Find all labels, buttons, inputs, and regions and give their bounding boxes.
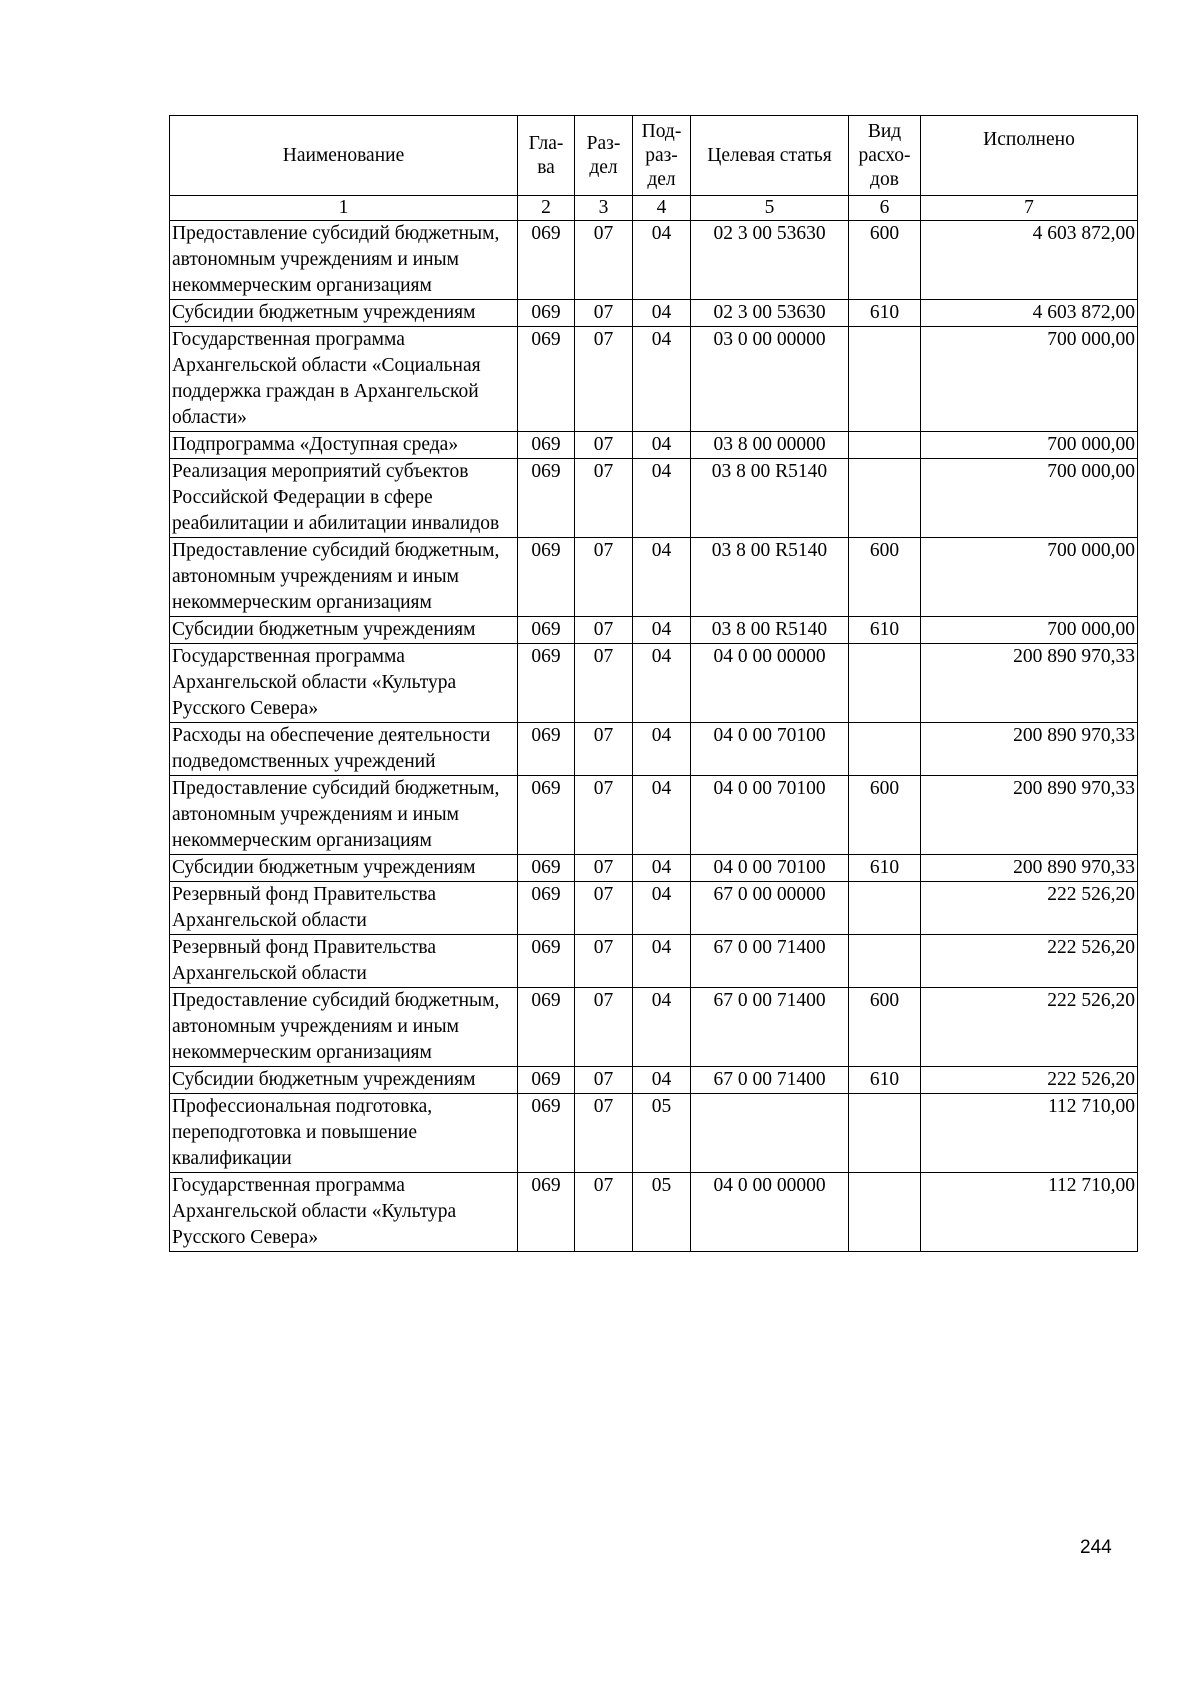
row-expense-type-cell — [849, 1173, 921, 1252]
row-razdel-cell: 07 — [575, 723, 633, 776]
row-target-article-cell: 04 0 00 00000 — [691, 1173, 849, 1252]
column-number: 5 — [691, 196, 849, 221]
row-expense-type-cell: 600 — [849, 988, 921, 1067]
row-razdel-cell: 07 — [575, 882, 633, 935]
table-row — [170, 1067, 1138, 1094]
row-podrazdel-cell: 05 — [633, 1173, 691, 1252]
row-glava-cell: 069 — [518, 432, 575, 459]
column-number: 2 — [518, 196, 575, 221]
row-amount-cell: 700 000,00 — [921, 617, 1138, 644]
row-target-article-cell: 04 0 00 70100 — [691, 723, 849, 776]
row-razdel-cell: 07 — [575, 459, 633, 538]
row-target-article-cell: 03 8 00 R5140 — [691, 538, 849, 617]
row-amount-cell: 200 890 970,33 — [921, 855, 1138, 882]
row-amount-cell: 4 603 872,00 — [921, 221, 1138, 300]
row-name-cell: Подпрограмма «Доступная среда» — [170, 432, 518, 459]
budget-execution-table — [169, 115, 1138, 1252]
row-glava-cell: 069 — [518, 776, 575, 855]
row-razdel-cell: 07 — [575, 935, 633, 988]
row-expense-type-cell: 600 — [849, 776, 921, 855]
row-glava-cell: 069 — [518, 459, 575, 538]
row-amount-cell: 700 000,00 — [921, 459, 1138, 538]
row-target-article-cell: 04 0 00 00000 — [691, 644, 849, 723]
row-podrazdel-cell: 04 — [633, 644, 691, 723]
row-amount-cell: 222 526,20 — [921, 882, 1138, 935]
row-podrazdel-cell: 04 — [633, 432, 691, 459]
row-glava-cell: 069 — [518, 300, 575, 327]
table-row — [170, 776, 1138, 855]
row-razdel-cell: 07 — [575, 988, 633, 1067]
row-target-article-cell — [691, 1094, 849, 1173]
header-name: Наименование — [170, 116, 518, 196]
table-row — [170, 327, 1138, 432]
row-glava-cell: 069 — [518, 1173, 575, 1252]
row-name-cell: Расходы на обеспечение деятельности подведомственных учреждений — [170, 723, 518, 776]
table-row — [170, 221, 1138, 300]
row-glava-cell: 069 — [518, 644, 575, 723]
row-amount-cell: 200 890 970,33 — [921, 723, 1138, 776]
row-glava-cell: 069 — [518, 1067, 575, 1094]
header-row — [170, 116, 1138, 196]
row-expense-type-cell: 610 — [849, 300, 921, 327]
row-podrazdel-cell: 04 — [633, 935, 691, 988]
header-expense-type: Вид расхо- дов — [849, 116, 921, 196]
header-podrazdel: Под- раз- дел — [633, 116, 691, 196]
row-razdel-cell: 07 — [575, 617, 633, 644]
row-glava-cell: 069 — [518, 221, 575, 300]
row-target-article-cell: 02 3 00 53630 — [691, 221, 849, 300]
table-row — [170, 538, 1138, 617]
row-target-article-cell: 67 0 00 00000 — [691, 882, 849, 935]
row-podrazdel-cell: 04 — [633, 988, 691, 1067]
row-podrazdel-cell: 04 — [633, 300, 691, 327]
row-podrazdel-cell: 04 — [633, 459, 691, 538]
column-number: 4 — [633, 196, 691, 221]
row-glava-cell: 069 — [518, 327, 575, 432]
row-podrazdel-cell: 04 — [633, 855, 691, 882]
row-name-cell: Предоставление субсидий бюджетным, автономным учреждениям и иным некоммерческим организациям — [170, 988, 518, 1067]
row-amount-cell: 700 000,00 — [921, 538, 1138, 617]
table-row — [170, 855, 1138, 882]
row-razdel-cell: 07 — [575, 1094, 633, 1173]
row-glava-cell: 069 — [518, 1094, 575, 1173]
row-target-article-cell: 03 8 00 R5140 — [691, 617, 849, 644]
table-row — [170, 988, 1138, 1067]
row-razdel-cell: 07 — [575, 644, 633, 723]
row-target-article-cell: 67 0 00 71400 — [691, 1067, 849, 1094]
row-name-cell: Предоставление субсидий бюджетным, автономным учреждениям и иным некоммерческим организациям — [170, 221, 518, 300]
column-number: 3 — [575, 196, 633, 221]
row-amount-cell: 222 526,20 — [921, 988, 1138, 1067]
row-podrazdel-cell: 04 — [633, 723, 691, 776]
row-amount-cell: 112 710,00 — [921, 1173, 1138, 1252]
row-amount-cell: 222 526,20 — [921, 935, 1138, 988]
row-razdel-cell: 07 — [575, 538, 633, 617]
row-expense-type-cell — [849, 327, 921, 432]
header-target-article: Целевая статья — [691, 116, 849, 196]
row-glava-cell: 069 — [518, 855, 575, 882]
row-expense-type-cell — [849, 882, 921, 935]
column-number: 1 — [170, 196, 518, 221]
table-row — [170, 432, 1138, 459]
row-expense-type-cell — [849, 432, 921, 459]
row-expense-type-cell — [849, 723, 921, 776]
row-name-cell: Субсидии бюджетным учреждениям — [170, 300, 518, 327]
row-target-article-cell: 04 0 00 70100 — [691, 776, 849, 855]
row-amount-cell: 222 526,20 — [921, 1067, 1138, 1094]
row-podrazdel-cell: 04 — [633, 776, 691, 855]
row-name-cell: Профессиональная подготовка, переподготовка и повышение квалификации — [170, 1094, 518, 1173]
row-expense-type-cell — [849, 1094, 921, 1173]
row-expense-type-cell — [849, 644, 921, 723]
row-podrazdel-cell: 04 — [633, 327, 691, 432]
row-amount-cell: 200 890 970,33 — [921, 776, 1138, 855]
row-name-cell: Резервный фонд Правительства Архангельской области — [170, 882, 518, 935]
row-razdel-cell: 07 — [575, 1173, 633, 1252]
row-name-cell: Государственная программа Архангельской области «Культура Русского Севера» — [170, 644, 518, 723]
row-razdel-cell: 07 — [575, 432, 633, 459]
row-name-cell: Резервный фонд Правительства Архангельской области — [170, 935, 518, 988]
row-expense-type-cell: 610 — [849, 855, 921, 882]
table-row — [170, 617, 1138, 644]
row-target-article-cell: 67 0 00 71400 — [691, 935, 849, 988]
table-row — [170, 1094, 1138, 1173]
row-razdel-cell: 07 — [575, 1067, 633, 1094]
row-amount-cell: 700 000,00 — [921, 432, 1138, 459]
row-target-article-cell: 02 3 00 53630 — [691, 300, 849, 327]
column-number: 6 — [849, 196, 921, 221]
row-name-cell: Государственная программа Архангельской области «Социальная поддержка граждан в Архангельской области» — [170, 327, 518, 432]
row-podrazdel-cell: 05 — [633, 1094, 691, 1173]
row-podrazdel-cell: 04 — [633, 617, 691, 644]
table-row — [170, 644, 1138, 723]
row-expense-type-cell — [849, 459, 921, 538]
row-glava-cell: 069 — [518, 988, 575, 1067]
row-target-article-cell: 04 0 00 70100 — [691, 855, 849, 882]
header-razdel: Раз- дел — [575, 116, 633, 196]
header-executed: Исполнено — [921, 116, 1138, 196]
row-expense-type-cell: 610 — [849, 1067, 921, 1094]
row-glava-cell: 069 — [518, 617, 575, 644]
row-expense-type-cell: 610 — [849, 617, 921, 644]
row-glava-cell: 069 — [518, 538, 575, 617]
row-name-cell: Субсидии бюджетным учреждениям — [170, 617, 518, 644]
header-glava: Гла- ва — [518, 116, 575, 196]
row-name-cell: Субсидии бюджетным учреждениям — [170, 1067, 518, 1094]
row-target-article-cell: 67 0 00 71400 — [691, 988, 849, 1067]
table-row — [170, 935, 1138, 988]
row-razdel-cell: 07 — [575, 327, 633, 432]
row-expense-type-cell: 600 — [849, 538, 921, 617]
row-glava-cell: 069 — [518, 935, 575, 988]
row-name-cell: Предоставление субсидий бюджетным, автономным учреждениям и иным некоммерческим организациям — [170, 538, 518, 617]
row-podrazdel-cell: 04 — [633, 882, 691, 935]
column-number-row — [170, 196, 1138, 221]
row-razdel-cell: 07 — [575, 776, 633, 855]
row-name-cell: Субсидии бюджетным учреждениям — [170, 855, 518, 882]
row-glava-cell: 069 — [518, 723, 575, 776]
row-name-cell: Государственная программа Архангельской области «Культура Русского Севера» — [170, 1173, 518, 1252]
row-podrazdel-cell: 04 — [633, 538, 691, 617]
row-target-article-cell: 03 8 00 R5140 — [691, 459, 849, 538]
row-name-cell: Предоставление субсидий бюджетным, автономным учреждениям и иным некоммерческим организациям — [170, 776, 518, 855]
row-target-article-cell: 03 0 00 00000 — [691, 327, 849, 432]
row-expense-type-cell: 600 — [849, 221, 921, 300]
table-row — [170, 459, 1138, 538]
row-razdel-cell: 07 — [575, 855, 633, 882]
table-row — [170, 723, 1138, 776]
row-podrazdel-cell: 04 — [633, 1067, 691, 1094]
row-name-cell: Реализация мероприятий субъектов Российской Федерации в сфере реабилитации и абилитации инвалидов — [170, 459, 518, 538]
row-razdel-cell: 07 — [575, 221, 633, 300]
row-amount-cell: 4 603 872,00 — [921, 300, 1138, 327]
row-expense-type-cell — [849, 935, 921, 988]
page-number: 244 — [1080, 1537, 1112, 1558]
row-podrazdel-cell: 04 — [633, 221, 691, 300]
row-razdel-cell: 07 — [575, 300, 633, 327]
table-row — [170, 1173, 1138, 1252]
row-glava-cell: 069 — [518, 882, 575, 935]
table-row — [170, 300, 1138, 327]
row-amount-cell: 200 890 970,33 — [921, 644, 1138, 723]
table-row — [170, 882, 1138, 935]
row-target-article-cell: 03 8 00 00000 — [691, 432, 849, 459]
row-amount-cell: 700 000,00 — [921, 327, 1138, 432]
row-amount-cell: 112 710,00 — [921, 1094, 1138, 1173]
column-number: 7 — [921, 196, 1138, 221]
